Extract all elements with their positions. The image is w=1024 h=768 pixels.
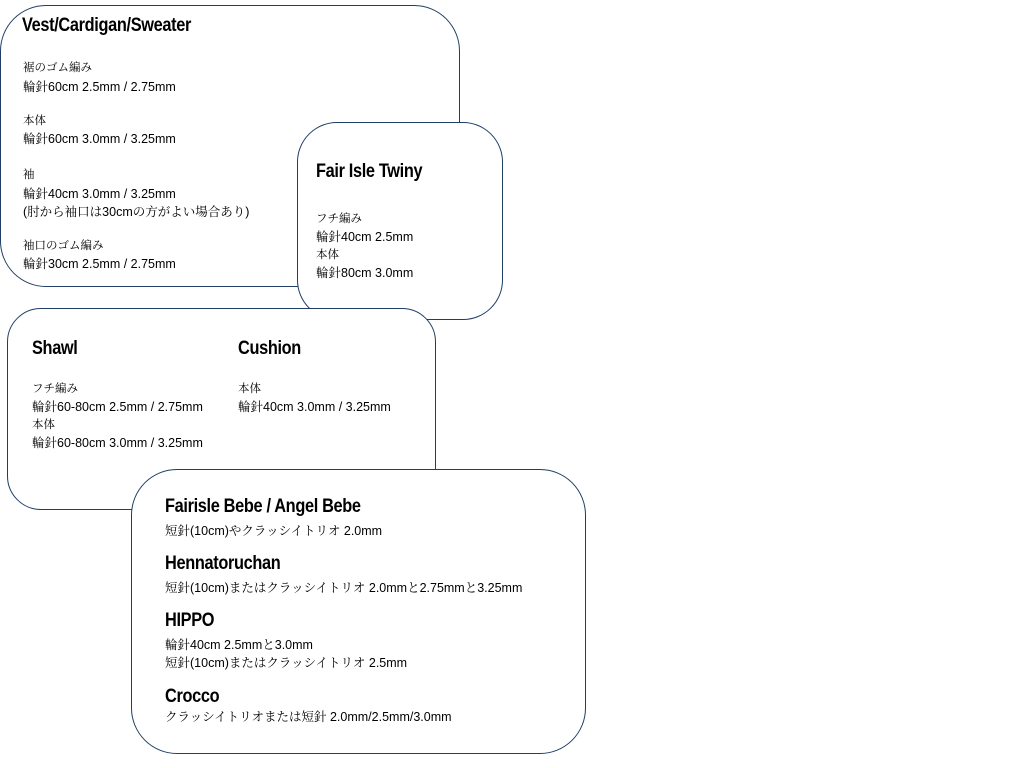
- vest-sleeve-label: 袖: [23, 169, 35, 181]
- hippo-value-2: 短針(10cm)またはクラッシイトリオ 2.5mm: [165, 656, 408, 670]
- crocco-value: クラッシイトリオまたは短針 2.0mm/2.5mm/3.0mm: [165, 710, 452, 724]
- vest-body-value: 輪針60cm 3.0mm / 3.25mm: [23, 132, 176, 146]
- vest-sleeve-value: 輪針40cm 3.0mm / 3.25mm: [23, 187, 176, 201]
- vest-hem-label: 裾のゴム編み: [23, 62, 92, 74]
- vest-cuff-label: 袖口のゴム編み: [23, 240, 104, 252]
- shawl-title: Shawl: [32, 338, 78, 359]
- vest-hem-value: 輪針60cm 2.5mm / 2.75mm: [23, 80, 176, 94]
- shawl-body-value: 輪針60-80cm 3.0mm / 3.25mm: [32, 436, 203, 450]
- bebe-value: 短針(10cm)やクラッシイトリオ 2.0mm: [165, 524, 383, 538]
- crocco-title: Crocco: [165, 686, 220, 707]
- vest-body-label: 本体: [23, 115, 46, 127]
- hippo-title: HIPPO: [165, 610, 215, 631]
- vest-cuff-value: 輪針30cm 2.5mm / 2.75mm: [23, 257, 176, 271]
- shawl-body-label: 本体: [32, 419, 55, 431]
- bebe-title: Fairisle Bebe / Angel Bebe: [165, 496, 361, 517]
- fair-isle-body-label: 本体: [316, 249, 339, 261]
- fair-isle-body-value: 輪針80cm 3.0mm: [316, 266, 414, 280]
- shawl-edge-value: 輪針60-80cm 2.5mm / 2.75mm: [32, 400, 203, 414]
- small-items-card: [131, 469, 586, 754]
- fair-isle-edge-value: 輪針40cm 2.5mm: [316, 230, 414, 244]
- fair-isle-edge-label: フチ編み: [316, 213, 362, 225]
- shawl-edge-label: フチ編み: [32, 383, 78, 395]
- fair-isle-title: Fair Isle Twiny: [316, 161, 423, 182]
- vest-sleeve-note: (肘から袖口は30cmの方がよい場合あり): [23, 205, 250, 219]
- cushion-body-value: 輪針40cm 3.0mm / 3.25mm: [238, 400, 391, 414]
- cushion-title: Cushion: [238, 338, 301, 359]
- hippo-value-1: 輪針40cm 2.5mmと3.0mm: [165, 638, 313, 652]
- fair-isle-twiny-card: [297, 122, 503, 320]
- cushion-body-label: 本体: [238, 383, 261, 395]
- hennatoruchan-title: Hennatoruchan: [165, 553, 281, 574]
- vest-title: Vest/Cardigan/Sweater: [22, 15, 191, 36]
- hennatoruchan-value: 短針(10cm)またはクラッシイトリオ 2.0mmと2.75mmと3.25mm: [165, 581, 523, 595]
